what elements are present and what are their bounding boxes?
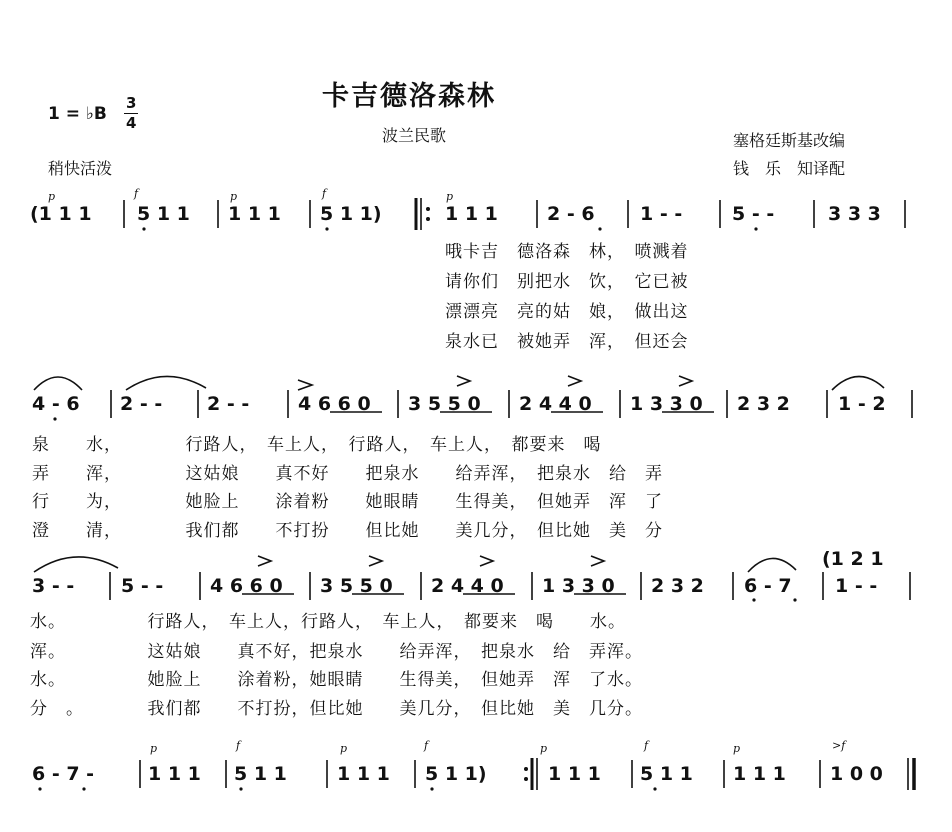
dynamic-mark: p: [48, 190, 56, 203]
melody-measure: 4 6 6 0: [298, 393, 371, 415]
arranger-credit: 塞格廷斯基改编: [733, 131, 846, 150]
melody-measure: 2 3 2: [651, 575, 704, 597]
dynamic-mark: f: [236, 739, 241, 752]
song-subtitle: 波兰民歌: [382, 126, 447, 145]
lyric-line: 泉水已 被她弄 浑， 但还会: [445, 332, 689, 352]
dynamic-mark: p: [230, 190, 238, 203]
intro-measure: (1 1 1: [30, 203, 92, 225]
dynamic-mark: f: [134, 187, 139, 200]
key-signature: 1 = ♭B: [48, 104, 107, 124]
dynamic-mark: p: [340, 742, 348, 755]
dynamic-mark: p: [150, 742, 158, 755]
melody-measure: 4 - 6: [32, 393, 80, 415]
melody-measure: 3 5 5 0: [320, 575, 393, 597]
melody-measure: 2 4 4 0: [519, 393, 592, 415]
lyric-line: 弄 浑， 这姑娘 真不好 把泉水 给弄浑， 把泉水 给 弄: [32, 464, 663, 484]
lyric-line: 分 。 我们都 不打扮，但比她 美几分， 但比她 美 几分。: [30, 699, 643, 719]
melody-measure: 1 0 0: [830, 763, 883, 785]
dynamic-mark: p: [540, 742, 548, 755]
melody-measure: 2 - 6: [547, 203, 595, 225]
melody-measure: 1 1 1: [445, 203, 498, 225]
dynamic-mark: f: [644, 739, 649, 752]
lyric-line: 漂漂亮 亮的姑 娘， 做出这: [445, 302, 689, 322]
melody-measure: 3 - -: [32, 575, 75, 597]
intro-measure: 5 1 1): [320, 203, 382, 225]
song-title: 卡吉德洛森林: [322, 81, 496, 112]
lyric-line: 水。 行路人， 车上人，行路人， 车上人， 都要来 喝 水。: [30, 612, 626, 632]
melody-measure: 1 - -: [835, 575, 878, 597]
melody-measure: 2 4 4 0: [431, 575, 504, 597]
melody-measure: 6 - 7 -: [32, 763, 95, 785]
melody-measure: 1 1 1: [337, 763, 390, 785]
melody-measure: 3 3 3: [828, 203, 881, 225]
time-signature-bottom: 4: [126, 114, 137, 132]
translator-credit: 钱 乐 知译配: [733, 159, 846, 178]
melody-measure: 1 - -: [640, 203, 683, 225]
lyric-line: 澄 清， 我们都 不打扮 但比她 美几分， 但比她 美 分: [32, 521, 663, 541]
melody-measure: 1 1 1: [548, 763, 601, 785]
intro-measure: 1 1 1: [228, 203, 281, 225]
melody-measure: 3 5 5 0: [408, 393, 481, 415]
lyric-line: 水。 她脸上 涂着粉，她眼睛 生得美， 但她弄 浑 了水。: [30, 670, 643, 690]
melody-measure: 2 - -: [207, 393, 250, 415]
melody-measure: 6 - 7: [744, 575, 792, 597]
lyric-line: 哦卡吉 德洛森 林， 喷溅着: [445, 242, 689, 262]
melody-measure: 1 1 1: [733, 763, 786, 785]
lyric-line: 行 为， 她脸上 涂着粉 她眼睛 生得美， 但她弄 浑 了: [32, 492, 663, 512]
dynamic-mark: f: [424, 739, 429, 752]
tempo-marking: 稍快活泼: [48, 159, 113, 178]
melody-measure: 5 1 1: [234, 763, 287, 785]
melody-measure: 1 3 3 0: [542, 575, 615, 597]
lyric-line: 浑。 这姑娘 真不好，把泉水 给弄浑， 把泉水 给 弄浑。: [30, 642, 643, 662]
melody-measure: 1 3 3 0: [630, 393, 703, 415]
melody-measure: 5 1 1): [425, 763, 487, 785]
dynamic-mark: p: [733, 742, 741, 755]
time-signature-top: 3: [126, 94, 137, 112]
melody-measure: 1 1 1: [148, 763, 201, 785]
melody-measure: 5 - -: [121, 575, 164, 597]
melody-measure: 4 6 6 0: [210, 575, 283, 597]
intro-measure: 5 1 1: [137, 203, 190, 225]
melody-measure: 5 1 1: [640, 763, 693, 785]
melody-measure: 2 - -: [120, 393, 163, 415]
melody-measure: 1 - 2: [838, 393, 886, 415]
dynamic-mark: >f: [832, 739, 846, 752]
dynamic-mark: p: [446, 190, 454, 203]
annotation: (1 2 1: [822, 548, 884, 570]
melody-measure: 5 - -: [732, 203, 775, 225]
dynamic-mark: f: [322, 187, 327, 200]
melody-measure: 2 3 2: [737, 393, 790, 415]
lyric-line: 泉 水， 行路人， 车上人， 行路人， 车上人， 都要来 喝: [32, 435, 602, 455]
lyric-line: 请你们 别把水 饮， 它已被: [445, 272, 689, 292]
